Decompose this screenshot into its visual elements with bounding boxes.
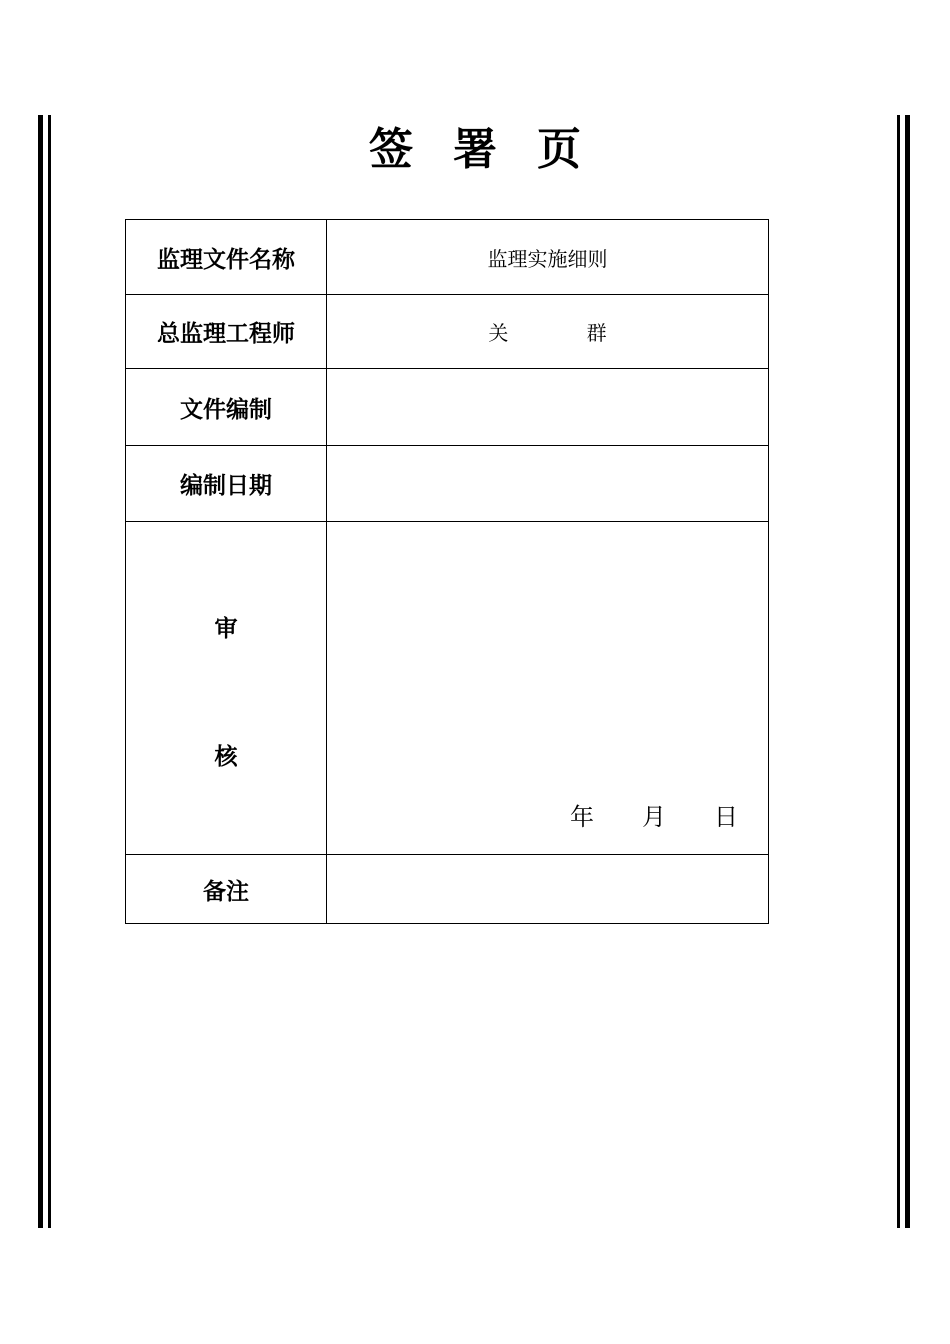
compiled-by-label: 文件编制	[126, 369, 327, 446]
review-date-day: 日	[714, 803, 738, 831]
signature-table	[125, 219, 769, 924]
left-inner-border-line	[48, 115, 51, 1228]
page-title: 签署页	[369, 124, 621, 175]
right-outer-border-line	[905, 115, 910, 1228]
chief-engineer-label: 总监理工程师	[126, 295, 327, 369]
compiled-date-value	[327, 446, 769, 522]
compiled-date-label: 编制日期	[126, 446, 327, 522]
doc-name-value: 监理实施细则	[327, 220, 769, 295]
table-row-compiled-by	[126, 369, 769, 446]
review-value-cell	[327, 522, 769, 855]
right-inner-border-line	[897, 115, 900, 1228]
review-label-cell	[126, 522, 327, 855]
review-date	[570, 797, 738, 832]
doc-name-label: 监理文件名称	[126, 220, 327, 295]
table-row-compiled-date	[126, 446, 769, 522]
review-date-year: 年	[570, 803, 594, 831]
remarks-label: 备注	[126, 855, 327, 924]
table-row-remarks	[126, 855, 769, 924]
table-row-doc-name	[126, 220, 769, 295]
review-label-char-2: 核	[214, 744, 238, 770]
review-date-month: 月	[642, 803, 666, 831]
left-outer-border-line	[38, 115, 43, 1228]
review-label-char-1: 审	[214, 616, 238, 642]
table-row-chief-engineer	[126, 295, 769, 369]
table-row-review	[126, 522, 769, 855]
compiled-by-value	[327, 369, 769, 446]
chief-engineer-value: 关 群	[327, 295, 769, 369]
remarks-value	[327, 855, 769, 924]
